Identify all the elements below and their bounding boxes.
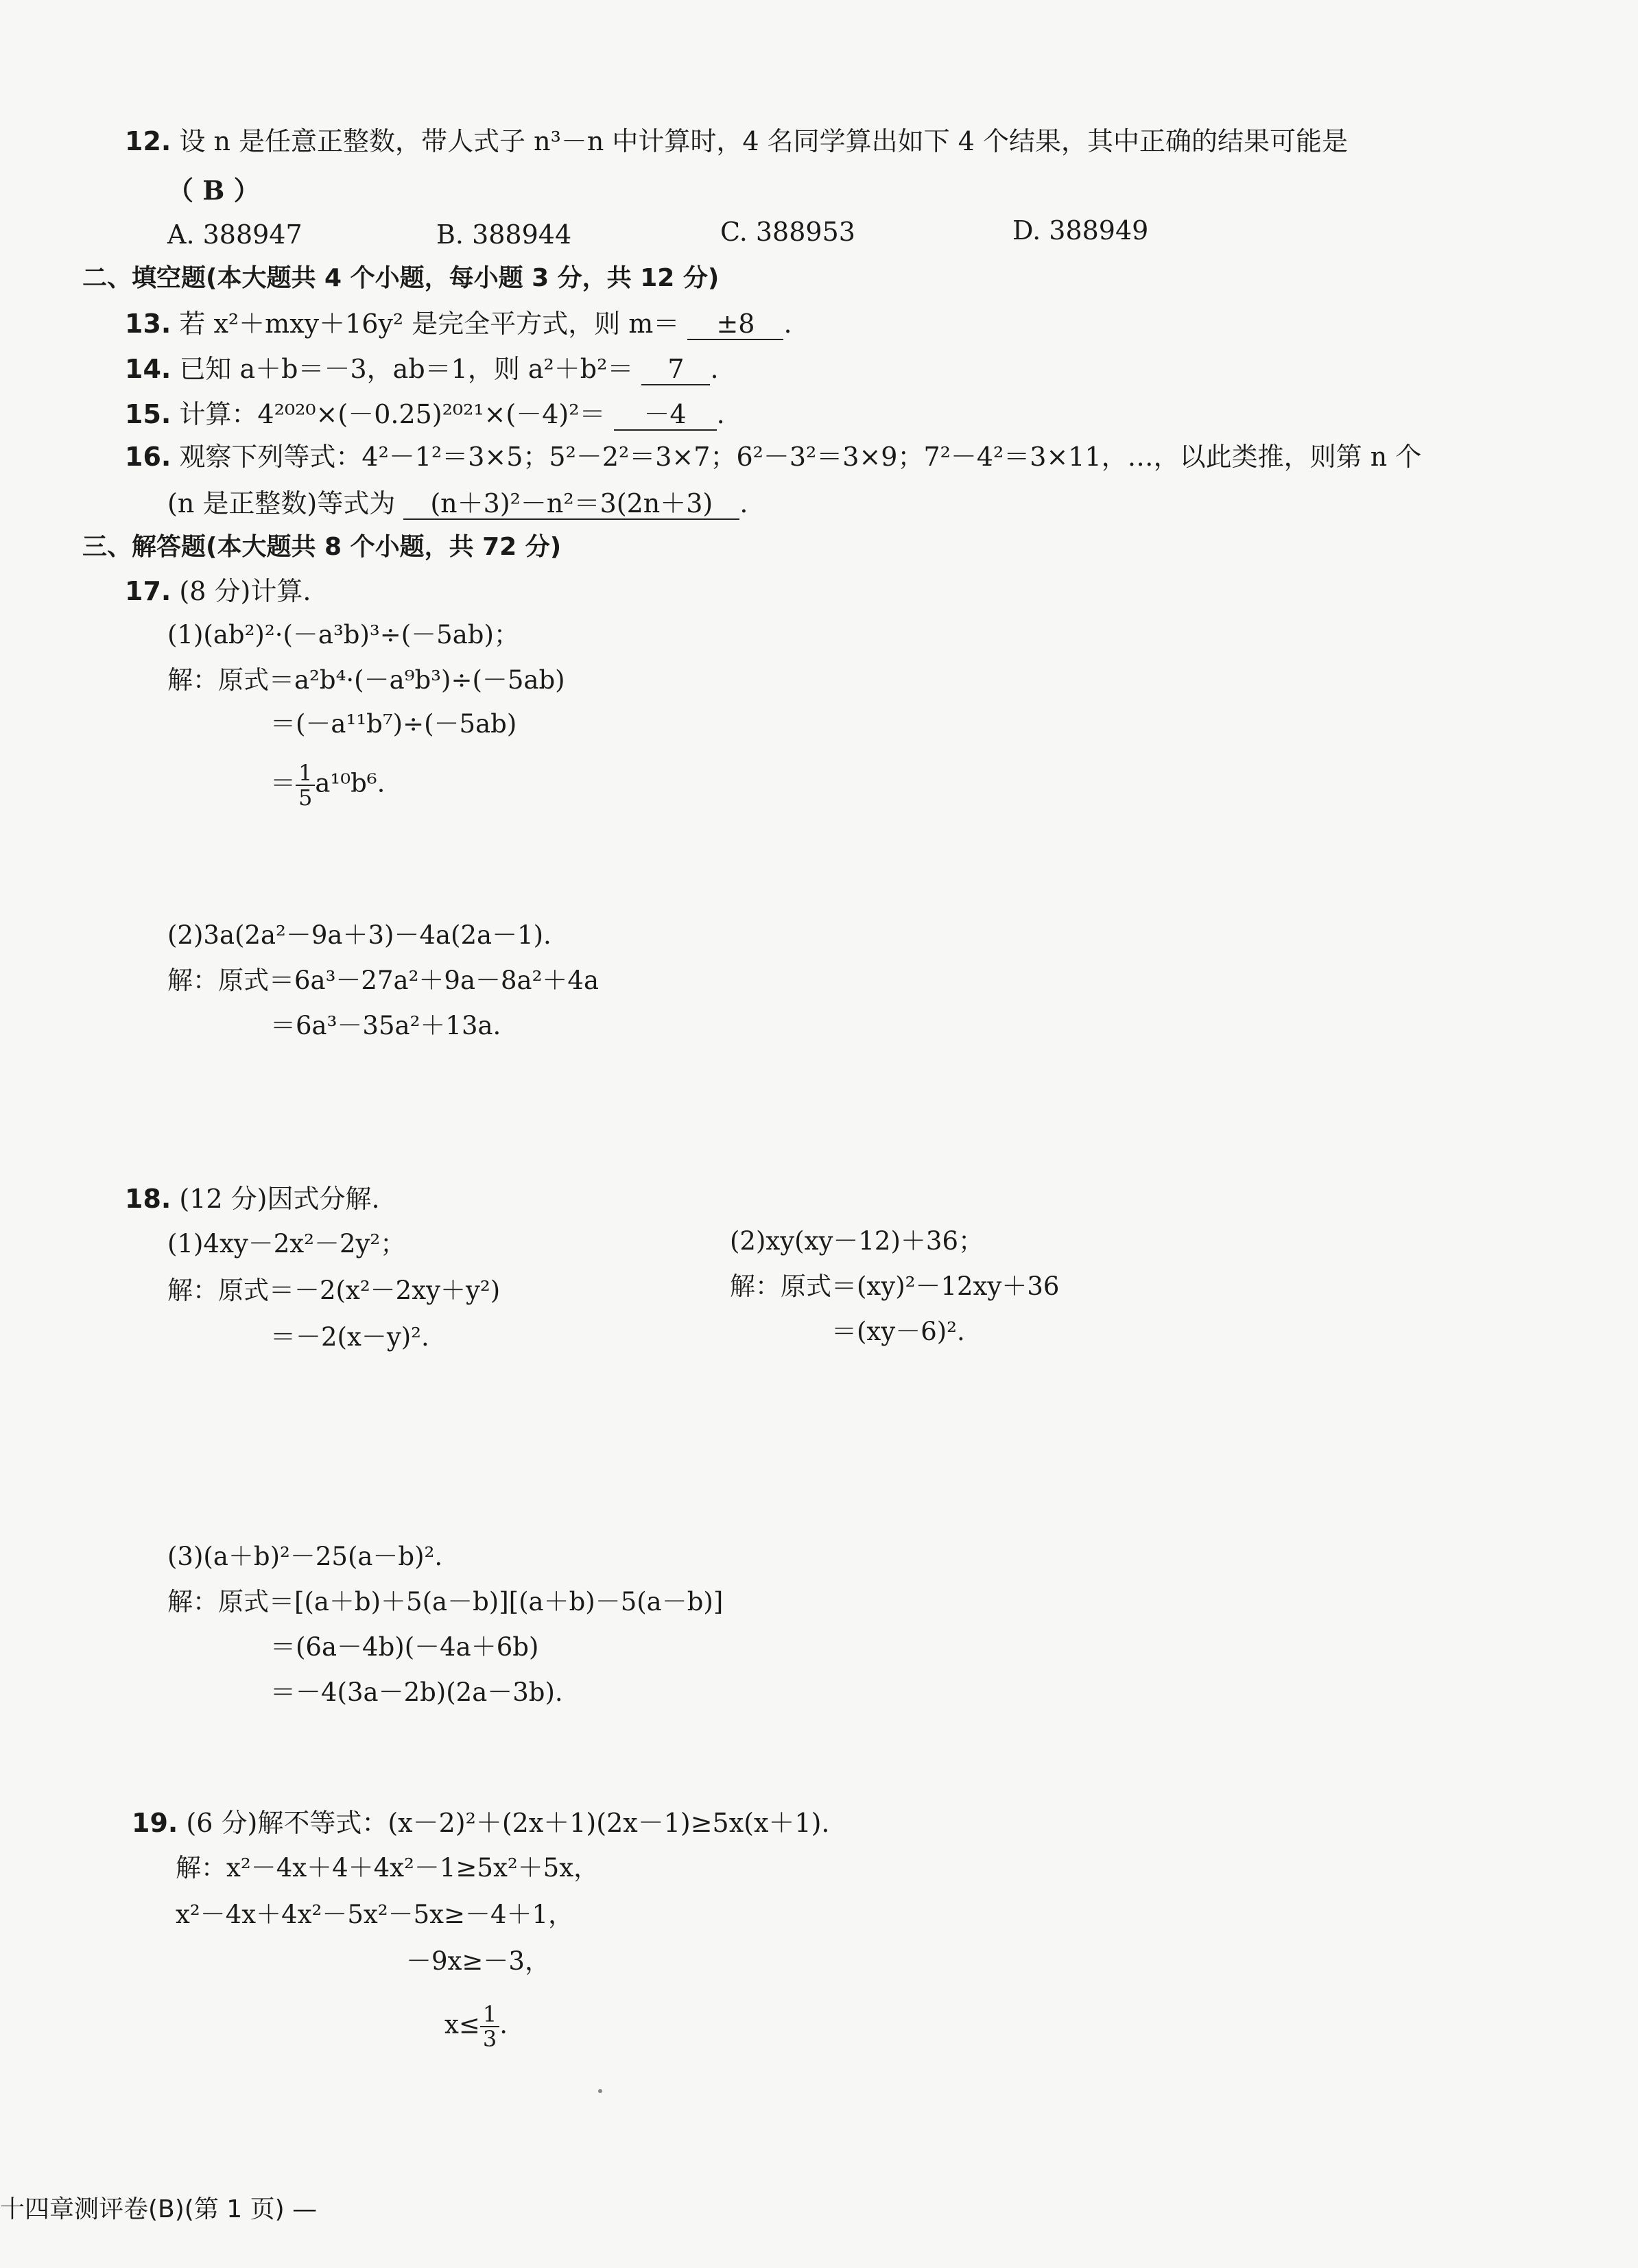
- q14-answer-blank: 7: [641, 354, 710, 385]
- q18-part3-step3: ＝－4(3a－2b)(2a－3b).: [270, 1678, 563, 1707]
- q16-number: 16.: [125, 442, 171, 472]
- q12-option-c: C. 388953: [720, 217, 855, 247]
- q17-part1-step1: 解：原式＝a²b⁴·(－a⁹b³)÷(－5ab): [167, 665, 565, 695]
- q17-title: (8 分)计算.: [179, 576, 311, 606]
- q12-number: 12.: [125, 126, 171, 156]
- q17-number: 17.: [125, 576, 171, 606]
- q17-part1-step2: ＝(－a¹¹b⁷)÷(－5ab): [270, 709, 517, 739]
- q12-stem: [125, 123, 1348, 159]
- q18-part1-step1: 解：原式＝－2(x²－2xy＋y²): [167, 1276, 501, 1305]
- q16-line1: [125, 439, 1421, 475]
- q18-part3-step2: ＝(6a－4b)(－4a＋6b): [270, 1632, 539, 1662]
- q16-text-2: (n 是正整数)等式为: [167, 488, 396, 518]
- page-footer: 十四章测评卷(B)(第 1 页) —: [0, 2195, 318, 2223]
- q19-head: [132, 1805, 829, 1841]
- q17-frac-denominator: 5: [298, 785, 313, 811]
- q16-answer-blank: (n＋3)²－n²＝3(2n＋3): [403, 488, 739, 520]
- q15-period: .: [716, 399, 725, 429]
- q19-title: (6 分)解不等式：(x－2)²＋(2x＋1)(2x－1)≥5x(x＋1).: [186, 1808, 830, 1838]
- q14: [125, 351, 719, 387]
- q17-head: [125, 573, 311, 609]
- q17-step3-eq: ＝: [270, 768, 296, 798]
- q15-answer-blank: －4: [614, 399, 717, 431]
- q18-head: [125, 1181, 380, 1217]
- q13-number: 13.: [125, 309, 171, 339]
- q19-step4: [444, 2003, 508, 2051]
- q18-part2-step1: 解：原式＝(xy)²－12xy＋36: [730, 1272, 1060, 1301]
- q18-part2: (2)xy(xy－12)＋36；: [730, 1226, 984, 1256]
- q16-line2: [167, 486, 748, 521]
- q13-answer-blank: ±8: [687, 309, 783, 340]
- q17-part1-step3: [270, 761, 385, 809]
- section2-title: 二、填空题(本大题共 4 个小题，每小题 3 分，共 12 分): [82, 264, 720, 292]
- q18-part3: (3)(a＋b)²－25(a－b)².: [167, 1542, 443, 1571]
- q16-period: .: [739, 488, 748, 518]
- q19-step4-period: .: [499, 2009, 508, 2040]
- q19-frac-denominator: 3: [482, 2026, 497, 2052]
- q12-option-d: D. 388949: [1012, 215, 1149, 246]
- q19-step3: －9x≥－3，: [406, 1946, 550, 1976]
- q19-fraction: [480, 2003, 499, 2051]
- q17-part2-step1: 解：原式＝6a³－27a²＋9a－8a²＋4a: [167, 966, 600, 995]
- q19-step4-lhs: x≤: [444, 2009, 480, 2040]
- q13: [125, 306, 792, 342]
- section3-title: 三、解答题(本大题共 8 个小题，共 72 分): [82, 533, 562, 561]
- stray-mark: [598, 2089, 602, 2093]
- q17-frac-numerator: 1: [296, 761, 315, 786]
- q18-part2-step2: ＝(xy－6)².: [831, 1317, 965, 1346]
- q18-number: 18.: [125, 1184, 171, 1214]
- q19-step1: 解：x²－4x＋4＋4x²－1≥5x²＋5x，: [176, 1853, 600, 1883]
- q19-step2: x²－4x＋4x²－5x²－5x≥－4＋1，: [176, 1900, 574, 1929]
- q17-fraction: [296, 761, 315, 809]
- q12-answer: （ B ）: [167, 175, 260, 206]
- q14-number: 14.: [125, 354, 171, 384]
- q19-number: 19.: [132, 1808, 178, 1838]
- q18-part3-step1: 解：原式＝[(a＋b)＋5(a－b)][(a＋b)－5(a－b)]: [167, 1587, 724, 1616]
- q17-part1: (1)(ab²)²·(－a³b)³÷(－5ab)；: [167, 620, 519, 649]
- q12-text: 设 n 是任意正整数，带人式子 n³－n 中计算时，4 名同学算出如下 4 个结果，其中正确的结果可能是: [179, 126, 1348, 156]
- q14-text: 已知 a＋b＝－3，ab＝1，则 a²＋b²＝: [179, 354, 634, 384]
- q17-step3-rest: a¹⁰b⁶.: [315, 768, 385, 798]
- q16-text: 观察下列等式：4²－1²＝3×5；5²－2²＝3×7；6²－3²＝3×9；7²－4²＝3×11，…，以此类推，则第 n 个: [179, 442, 1422, 472]
- q15-text: 计算：4²⁰²⁰×(－0.25)²⁰²¹×(－4)²＝: [179, 399, 606, 429]
- q12-option-a: A. 388947: [167, 219, 302, 250]
- q18-part1: (1)4xy－2x²－2y²；: [167, 1229, 406, 1258]
- q18-part1-step2: ＝－2(x－y)².: [270, 1322, 429, 1352]
- q13-period: .: [783, 309, 792, 339]
- q15-number: 15.: [125, 399, 171, 429]
- q12-option-b: B. 388944: [436, 219, 572, 250]
- q17-part2: (2)3a(2a²－9a＋3)－4a(2a－1).: [167, 920, 551, 950]
- q17-part2-step2: ＝6a³－35a²＋13a.: [270, 1011, 501, 1040]
- q19-frac-numerator: 1: [480, 2003, 499, 2027]
- q13-text: 若 x²＋mxy＋16y² 是完全平方式，则 m＝: [179, 309, 680, 339]
- q15: [125, 396, 725, 432]
- q14-period: .: [710, 354, 719, 384]
- q18-title: (12 分)因式分解.: [179, 1184, 380, 1214]
